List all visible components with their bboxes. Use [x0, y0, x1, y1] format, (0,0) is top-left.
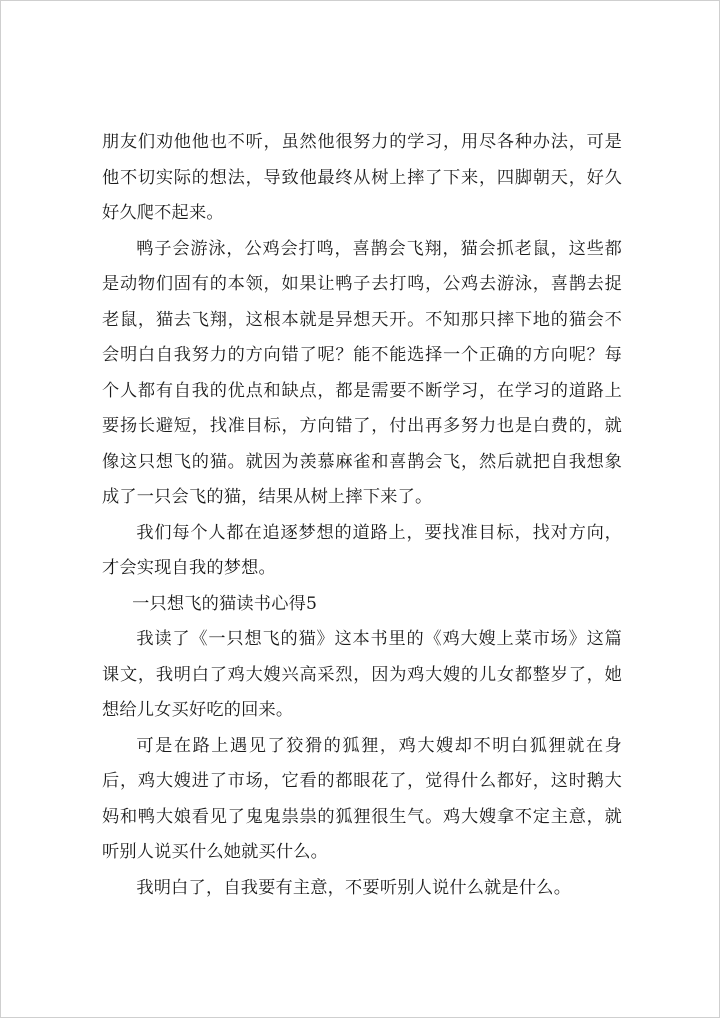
paragraph: 可是在路上遇见了狡猾的狐狸，鸡大嫂却不明白狐狸就在身后，鸡大嫂进了市场，它看的都眼花了，觉得什么都好，这时鹅大妈和鸭大娘看见了鬼鬼祟祟的狐狸很生气。鸡大嫂拿不定主意，就听别人说买什么她就买什么。 [102, 735, 622, 862]
paragraph: 我明白了，自我要有主意，不要听别人说什么就是什么。 [136, 877, 572, 898]
document-body [102, 125, 622, 906]
paragraph: 我们每个人都在追逐梦想的道路上，要找准目标，找对方向，才会实现自我的梦想。 [102, 522, 622, 578]
section-heading: 一只想飞的猫读书心得5 [132, 593, 318, 614]
paragraph-continuation: 朋友们劝他他也不听，虽然他很努力的学习，用尽各种办法，可是他不切实际的想法，导致他最终从树上摔了下来，四脚朝天，好久好久爬不起来。 [102, 132, 622, 223]
paragraph: 鸭子会游泳，公鸡会打鸣，喜鹊会飞翔，猫会抓老鼠，这些都是动物们固有的本领，如果让鸭子去打鸣，公鸡去游泳，喜鹊去捉老鼠，猫去飞翔，这根本就是异想天开。不知那只摔下地的猫会不会明白自我努力的方向错了呢？能不能选择一个正确的方向呢？每个人都有自我的优点和缺点，都是需要不断学习，在学习的道路上要扬长避短，找准目标，方向错了，付出再多努力也是白费的，就像这只想飞的猫。就因为羡慕麻雀和喜鹊会飞，然后就把自我想象成了一只会飞的猫，结果从树上摔下来了。 [102, 238, 622, 507]
paragraph: 我读了《一只想飞的猫》这本书里的《鸡大嫂上菜市场》这篇课文，我明白了鸡大嫂兴高采烈，因为鸡大嫂的儿女都整岁了，她想给儿女买好吃的回来。 [102, 629, 622, 720]
